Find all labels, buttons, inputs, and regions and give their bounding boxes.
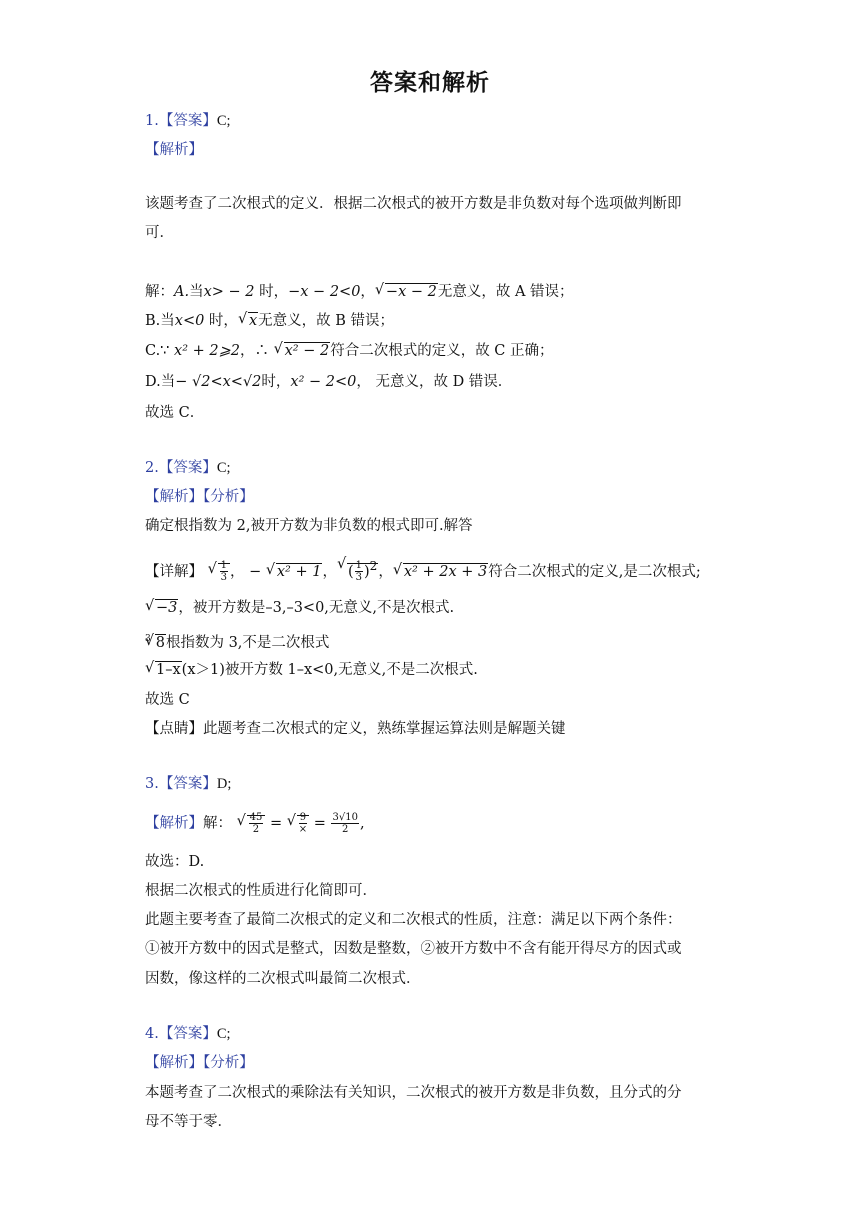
q2-r3-exp: 2 <box>369 559 378 573</box>
q3-radical-1 <box>237 812 266 835</box>
q1-b-radical <box>238 310 258 332</box>
q2-line2-rad: −3 <box>156 600 178 616</box>
q1-a-text2: 时， <box>254 284 289 300</box>
q3-f3-num: 3√10 <box>332 812 358 823</box>
q2-answer: C; <box>216 460 231 476</box>
q1-a-radical <box>375 281 438 303</box>
q3-paragraph-4: 因数，像这样的二次根式叫最简二次根式． <box>145 971 421 987</box>
q2-comment <box>145 718 566 740</box>
q3-analysis-tag: 【解析】 <box>145 815 203 832</box>
q1-b-label: B.当 <box>145 313 175 329</box>
q3-radical-2 <box>287 812 309 835</box>
q1-d-cond: − √2<x<√2 <box>175 374 262 390</box>
q2-answer-line <box>145 457 231 479</box>
q1-answer-tag: 【答案】 <box>158 113 217 129</box>
q1-c-radicand: x² − 2 <box>284 343 330 359</box>
q2-r2-pre: ， − <box>229 563 266 580</box>
q1-d-tail: ， 无意义，故 D 错误． <box>356 374 513 390</box>
q1-c-tail: 符合二次根式的定义，故 C 正确； <box>330 343 554 359</box>
q1-option-c <box>145 340 554 362</box>
q2-number: 2. <box>145 460 159 476</box>
q2-radical-2 <box>266 561 323 583</box>
q1-analysis-tag: 【解析】 <box>145 142 203 158</box>
q3-paragraph-1: 根据二次根式的性质进行化简即可． <box>145 883 377 899</box>
q4-paragraph-1: 本题考查了二次根式的乘除法有关知识，二次根式的被开方数是非负数，且分式的分 <box>145 1085 682 1101</box>
q2-radical-3: √ ( $\frac{1}{3}$ )$^2$ <box>337 555 378 583</box>
q2-r2: x² + 1 <box>276 563 322 580</box>
q3-analysis-pre: 解： <box>203 815 232 832</box>
q2-radical-4 <box>393 561 488 583</box>
q3-f2-num: √ 9 <box>299 812 307 823</box>
q3-fraction-3 <box>331 812 358 835</box>
q1-a-tail: 无意义，故 A 错误； <box>437 284 574 300</box>
q1-a-expr: −x − 2<0 <box>288 284 361 300</box>
q2-detail-tag: 【详解】 <box>145 563 203 580</box>
q2-r1-den: 3 <box>220 572 227 584</box>
q1-d-label: D.当 <box>145 374 176 390</box>
q3-paragraph-2: 此题主要考查了最简二次根式的定义和二次根式的性质，注意：满足以下两个条件： <box>145 912 682 928</box>
q3-f-tail: , <box>359 815 365 832</box>
q2-detail-line <box>145 555 701 583</box>
q3-paragraph-3: ①被开方数中的因式是整式，因数是整数，②被开方数中不含有能开得尽方的因式或 <box>145 941 682 957</box>
q2-line3 <box>145 628 329 654</box>
q1-b-radicand: x <box>248 313 258 329</box>
q1-a-radicand: −x − 2 <box>385 284 437 300</box>
q2-radical-1 <box>208 560 230 583</box>
q1-a-text1: 当 <box>189 284 204 300</box>
q3-eq-1: = <box>265 815 287 832</box>
q1-d-expr: x² − 2<0 <box>290 374 357 390</box>
q2-r3-den: 3 <box>355 572 362 584</box>
q1-number: 1. <box>145 113 159 129</box>
q4-answer-line <box>145 1023 231 1045</box>
q2-line4-tail: (x＞1)被开方数 1–x<0,无意义,不是二次根式. <box>181 662 478 678</box>
q3-f2-den: × <box>298 824 308 835</box>
q1-c-label: C.∵ <box>145 343 175 359</box>
q2-analysis-text: 确定根指数为 2,被开方数为非负数的根式即可.解答 <box>145 518 473 534</box>
q2-conclusion: 故选 C <box>145 692 190 708</box>
q2-analysis-tag <box>145 486 254 508</box>
q2-comment-text: 此题考查二次根式的定义，熟练掌握运算法则是解题关键 <box>203 721 566 737</box>
q4-number: 4. <box>145 1026 159 1042</box>
q4-paragraph-2: 母不等于零． <box>145 1114 232 1130</box>
q3-f1-num: √ 45 <box>249 812 263 823</box>
q1-a-sep: ， <box>360 284 375 300</box>
q1-answer-line <box>145 110 231 132</box>
q2-line2 <box>145 597 454 619</box>
q1-option-d <box>145 371 512 393</box>
q2-line4 <box>145 659 478 681</box>
q1-answer: C; <box>216 113 231 129</box>
q1-b-cond: x<0 <box>174 313 205 329</box>
q3-f3-den: 2 <box>342 824 349 835</box>
q1-c-expr: x² + 2⩾2 <box>174 343 240 359</box>
q2-r1-num: √ 1 <box>220 560 227 572</box>
q3-f1-den: 2 <box>252 824 260 835</box>
q2-line3-tail: 根指数为 3,不是二次根式 <box>165 634 330 651</box>
q2-line4-rad: 1–x <box>156 662 181 678</box>
q2-line4-radical <box>145 659 182 681</box>
q1-b-text: 时， <box>204 313 238 329</box>
q1-a-label: A. <box>174 284 190 300</box>
q1-option-a <box>145 281 574 303</box>
q2-line2-radical <box>145 597 178 619</box>
q1-conclusion: 故选 C． <box>145 405 205 421</box>
q2-detail-tail: 符合二次根式的定义,是二次根式; <box>488 563 701 580</box>
q1-a-cond: x> − 2 <box>203 284 255 300</box>
q2-analysis-tags: 【解析】【分析】 <box>145 489 254 505</box>
q2-r3-num: 1 <box>355 560 362 572</box>
q2-r3-pre: ， <box>322 563 337 580</box>
q4-answer: C; <box>216 1026 231 1042</box>
q3-answer-tag: 【答案】 <box>158 776 217 792</box>
q3-eq-2: = <box>309 815 331 832</box>
q1-a-prefix: 解： <box>145 284 174 300</box>
q3-answer: D; <box>216 776 232 792</box>
q1-c-radical <box>274 340 331 362</box>
q1-intro-line1: 该题考查了二次根式的定义．根据二次根式的被开方数是非负数对每个选项做判断即 <box>145 196 682 212</box>
q2-answer-tag: 【答案】 <box>158 460 217 476</box>
q3-number: 3. <box>145 776 159 792</box>
page-title: 答案和解析 <box>370 70 490 96</box>
q3-analysis-line <box>145 812 365 835</box>
q3-answer-line <box>145 773 231 795</box>
q2-r4: x² + 2x + 3 <box>403 563 488 580</box>
q2-line3-radical <box>145 632 166 654</box>
q2-line3-index: 3 <box>145 634 151 644</box>
q1-intro-line2: 可． <box>145 225 174 241</box>
q2-r4-pre: ， <box>378 563 393 580</box>
q1-d-text: 时， <box>261 374 291 390</box>
q1-b-tail: 无意义，故 B 错误； <box>258 313 394 329</box>
q3-conclusion: 故选：D. <box>145 854 205 870</box>
q1-c-mid: ，∴ <box>240 343 274 359</box>
q1-option-b <box>145 310 394 332</box>
q4-answer-tag: 【答案】 <box>158 1026 217 1042</box>
q4-analysis-tag: 【解析】【分析】 <box>145 1055 254 1071</box>
q2-line3-rad: 8 <box>155 634 165 651</box>
q2-line2-tail: ，被开方数是–3,–3<0,无意义,不是次根式. <box>178 600 455 616</box>
q2-comment-tag: 【点睛】 <box>145 721 203 737</box>
